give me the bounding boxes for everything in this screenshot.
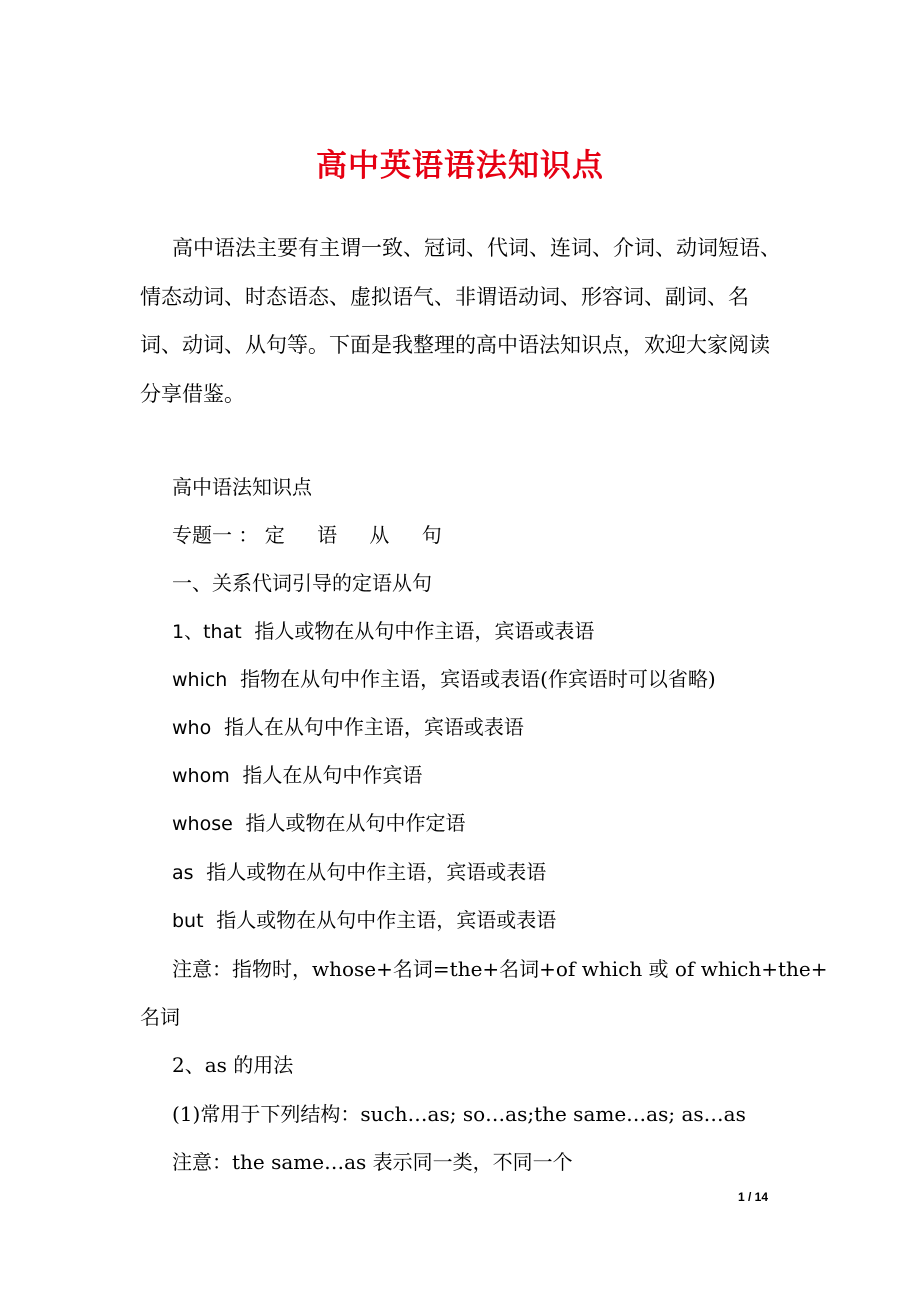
pronoun-line <box>172 712 524 743</box>
page-indicator: 1 / 14 <box>738 1190 769 1204</box>
pronoun-word: but <box>172 910 204 932</box>
pronoun-line <box>172 905 556 936</box>
pronoun-word: whom <box>172 765 230 787</box>
pronoun-desc: 指人或物在从句中作主语，宾语或表语 <box>254 619 595 643</box>
topic-name: 定 语 从 句 <box>264 523 455 547</box>
item-detail: (1)常用于下列结构：such…as; so…as;the same…as; as…as <box>172 1102 746 1126</box>
pronoun-desc: 指人在从句中作主语，宾语或表语 <box>223 715 524 739</box>
pronoun-line <box>172 760 422 791</box>
pronoun-desc: 指人或物在从句中作主语，宾语或表语 <box>206 860 547 884</box>
pronoun-desc: 指人或物在从句中作主语，宾语或表语 <box>216 908 557 932</box>
pronoun-line <box>172 857 546 888</box>
note-line: 注意：the same…as 表示同一类，不同一个 <box>172 1150 573 1174</box>
intro-paragraph: 高中语法主要有主谓一致、冠词、代词、连词、介词、动词短语、情态动词、时态语态、虚拟语气、非谓语动词、形容词、副词、名词、动词、从句等。下面是我整理的高中语法知识点，欢迎大家阅读分享借鉴。 <box>140 236 781 406</box>
pronoun-word: 1、that <box>172 621 242 643</box>
pronoun-desc: 指人在从句中作宾语 <box>242 763 423 787</box>
note-line-continued: 名词 <box>140 1005 180 1029</box>
pronoun-line <box>172 808 466 839</box>
subsection-heading: 一、关系代词引导的定语从句 <box>172 571 432 595</box>
pronoun-word: which <box>172 669 228 691</box>
pronoun-word: who <box>172 717 212 739</box>
pronoun-desc: 指物在从句中作主语，宾语或表语(作宾语时可以省略) <box>240 667 716 691</box>
topic-label: 专题一 ： <box>172 523 259 547</box>
pronoun-desc: 指人或物在从句中作定语 <box>245 811 466 835</box>
document-title: 高中英语语法知识点 <box>316 148 604 184</box>
pronoun-line <box>172 664 716 695</box>
topic-heading <box>172 520 455 550</box>
pronoun-word: as <box>172 862 194 884</box>
item-heading: 2、as 的用法 <box>172 1053 294 1077</box>
pronoun-word: whose <box>172 813 233 835</box>
section-heading: 高中语法知识点 <box>172 475 312 499</box>
pronoun-line <box>172 616 594 647</box>
note-line: 注意：指物时，whose+名词=the+名词+of which 或 of which+the+ <box>172 957 828 981</box>
